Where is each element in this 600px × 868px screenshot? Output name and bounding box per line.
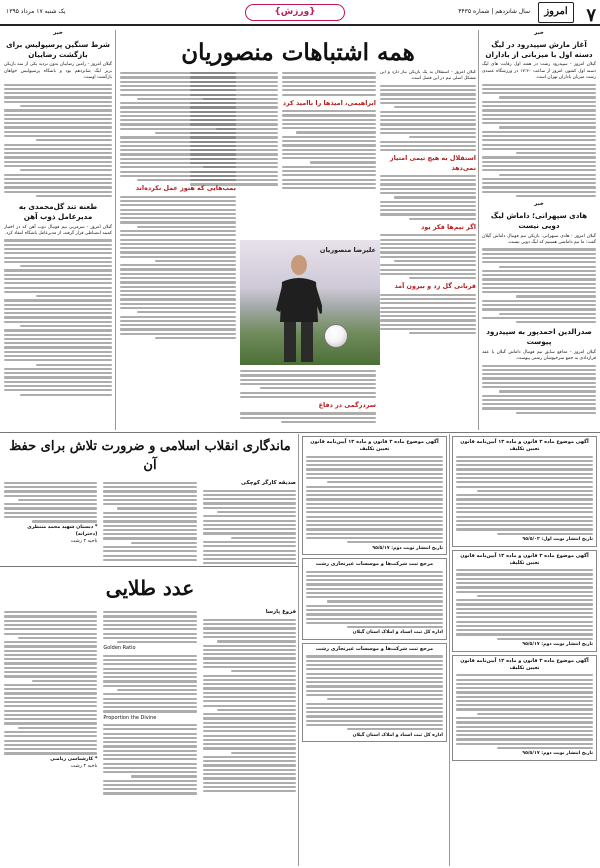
main-col-a: [380, 70, 476, 426]
lead-rezaeian: گیلان امروز - رامین رضاییان بدون تردید یکی از سه بازیکن برتر لیگ شانزدهم بود و باشگاه پرسپولیس خواهان بازگشت اوست.: [4, 62, 112, 81]
opinion-author: صدیقه کارگر کوچکی: [241, 479, 296, 486]
main-col-bc-lower: [240, 368, 376, 426]
coach-photo[interactable]: [240, 240, 380, 365]
news-kicker: خبر: [534, 201, 544, 208]
headline-rezaeian[interactable]: شرط سنگین پرسپولیس برای بازگشت رضاییان: [6, 39, 110, 59]
subhead: استقلال به هیچ تیمی امتیاز نمی‌دهد: [389, 154, 476, 172]
opinion-byline-2: ناحیه ۲ رشت: [70, 538, 98, 544]
photo-caption: علیرضا منصوریان: [319, 246, 376, 254]
opinion-headline[interactable]: ماندگاری انقلاب اسلامی و ضرورت تلاش برای حفظ آن: [9, 439, 291, 473]
headline-sepehrani[interactable]: هادی سپهرانی؛ داماش لیگ دویی نیست: [490, 211, 588, 230]
main-lead: گیلان امروز - استقلال به یک بازیکن نیاز دارد و این مشکل اصلی تیم در این فصل است.: [380, 70, 476, 82]
subhead: بمب‌هایی که هنوز عمل نکرده‌اند: [135, 184, 236, 193]
opinion-byline: * دبستان شهید محمد منتظری (دخترانه): [27, 524, 98, 537]
subhead: قربانی گل زد و بیرون آمد: [394, 282, 476, 291]
section-label: {ورزش}: [245, 4, 345, 21]
feature-headline[interactable]: عدد طلایی: [105, 576, 195, 600]
feature-byline-2: ناحیه ۲ رشت: [70, 763, 98, 769]
legal-notice[interactable]: آگهی موضوع ماده ۳ قانون و ماده ۱۳ آیین‌نامه قانون تعیین تکلیف تاریخ انتشار نوبت اول: ۹۵/۵/۰۲: [452, 436, 597, 547]
football-icon: [324, 324, 348, 348]
left-column: [4, 30, 112, 428]
legal-notice[interactable]: آگهی موضوع ماده ۳ قانون و ماده ۱۳ آیین‌نامه قانون تعیین تکلیف تاریخ انتشار نوبت دوم: ۹۵/۵/۱۷: [452, 655, 597, 761]
subhead: سردرگمی در دفاع: [318, 400, 376, 409]
newspaper-logo: امروز: [538, 2, 574, 23]
news-kicker: خبر: [53, 30, 63, 36]
body-text: [482, 84, 596, 198]
issue-info: سال شانزدهم | شماره ۴۴۳۵: [458, 8, 530, 15]
ads-column-right: [452, 436, 597, 866]
legal-notice[interactable]: آگهی موضوع ماده ۳ قانون و ماده ۱۳ آیین‌نامه قانون تعیین تکلیف تاریخ انتشار نوبت دوم: ۹۵/۵/۱۷: [452, 550, 597, 652]
headline-sepidrood[interactable]: آغاز مارش سپیدرود در لیگ دسته اول با میزبانی از باداران: [485, 39, 593, 59]
main-col-b: [282, 70, 376, 236]
lead-golmohammadi: گیلان امروز - سرمربی تیم فوتبال ذوب آهن که در اختیار کمیته انضباطی قرار گرفته، از مدیرعامل باشگاه انتقاد کرد.: [4, 224, 112, 236]
headline-ahmadpour[interactable]: صدرالدین احمدپور به سپیدرود پیوست: [486, 327, 592, 347]
feature-article: [4, 570, 296, 866]
term-proportion-divine: Proportion the Divine: [103, 714, 157, 721]
right-column: [482, 30, 596, 428]
legal-notice[interactable]: مرجع ثبت شرکت‌ها و موسسات غیرتجاری رشت اداره کل ثبت اسناد و املاک استان گیلان: [302, 643, 447, 742]
legal-notice[interactable]: آگهی موضوع ماده ۳ قانون و ماده ۱۳ آیین‌نامه قانون تعیین تکلیف تاریخ انتشار نوبت دوم: ۹۵/۵/۱۷: [302, 436, 447, 555]
main-headline[interactable]: همه اشتباهات منصوریان: [181, 39, 415, 66]
feature-byline: * کارشناسی ریاضی: [50, 756, 98, 762]
page-header: [0, 0, 600, 26]
feature-author: فروغ پارسا: [265, 609, 296, 615]
legal-notice[interactable]: مرجع ثبت شرکت‌ها و موسسات غیرتجاری رشت اداره کل ثبت اسناد و املاک استان گیلان: [302, 558, 447, 640]
term-golden-ratio: Golden Ratio: [103, 645, 136, 652]
lead-sepehrani: گیلان امروز - هادی سپهرانی، بازیکن تیم فوتبال داماش گیلان گفت: ما تیم داماشی هستیم که لیگ دویی نیست.: [482, 233, 596, 245]
lead-sepidrood: گیلان امروز - سپیدرود رشت در هفته اول رقابت های لیگ دسته اول کشور، امروز از ساعت ۱۷:۳۰ در ورزشگاه عضدی رشت میزبان باداران تهران است.: [482, 62, 596, 81]
coach-figure: [276, 252, 322, 365]
subhead: اگر تیم‌ها فکر بود: [421, 222, 476, 231]
page-number: ۷: [586, 5, 596, 26]
subhead: ابراهیمی، امیدها را ناامید کرد: [282, 98, 376, 107]
ads-column-middle: [302, 436, 447, 866]
main-col-d: [120, 70, 236, 426]
opinion-article: [4, 436, 296, 564]
lead-ahmadpour: گیلان امروز - مدافع سابق تیم فوتبال داماش گیلان با عقد قراردادی به جمع سرخپوشان رشتی پیوست.: [482, 349, 596, 362]
issue-date: یک شنبه ۱۷ مرداد ۱۳۹۵: [6, 8, 66, 15]
headline-golmohammadi[interactable]: طعنه تند گل‌محمدی به مدیرعامل ذوب آهن: [18, 202, 98, 221]
news-kicker: خبر: [534, 30, 544, 36]
